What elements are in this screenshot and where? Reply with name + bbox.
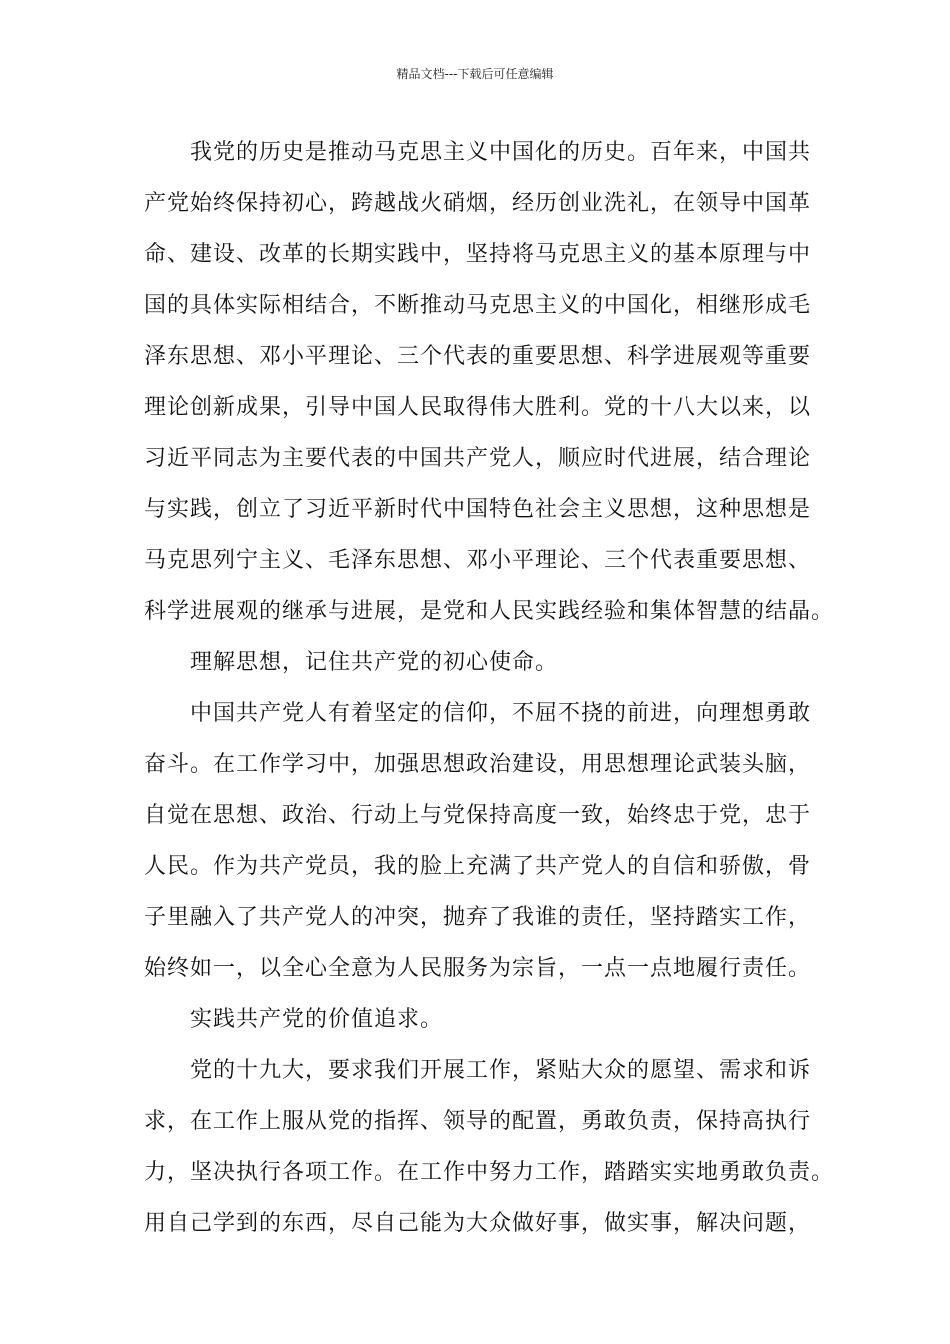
section-heading: 实践共产党的价值追求。 [190,1007,444,1032]
paragraph-line: 国的具体实际相结合，不断推动马克思主义的中国化，相继形成毛 [144,293,812,318]
paragraph-line: 与实践，创立了习近平新时代中国特色社会主义思想，这种思想是 [144,497,812,522]
page-header: 精品文档---下载后可任意编辑 [396,67,554,81]
paragraph-line: 求，在工作上服从党的指挥、领导的配置，勇敢负责，保持高执行 [144,1109,812,1134]
paragraph-line: 力，坚决执行各项工作。在工作中努力工作，踏踏实实地勇敢负责。 [144,1160,835,1185]
paragraph-line: 用自己学到的东西，尽自己能为大众做好事，做实事，解决问题， [144,1211,812,1236]
paragraph-line: 子里融入了共产党人的冲突，抛弃了我谁的责任，坚持踏实工作， [144,905,812,930]
paragraph-line: 自觉在思想、政治、行动上与党保持高度一致，始终忠于党，忠于 [144,803,812,828]
paragraph-line: 泽东思想、邓小平理论、三个代表的重要思想、科学进展观等重要 [144,344,812,369]
section-heading: 理解思想，记住共产党的初心使命。 [190,650,559,675]
document-body [144,127,835,1249]
paragraph-line: 党的十九大，要求我们开展工作，紧贴大众的愿望、需求和诉 [190,1058,812,1083]
paragraph-line: 理论创新成果，引导中国人民取得伟大胜利。党的十八大以来，以 [144,395,812,420]
paragraph-line: 习近平同志为主要代表的中国共产党人，顺应时代进展，结合理论 [144,446,812,471]
paragraph-line: 命、建设、改革的长期实践中，坚持将马克思主义的基本原理与中 [144,242,812,267]
paragraph-line: 科学进展观的继承与进展，是党和人民实践经验和集体智慧的结晶。 [144,599,835,624]
paragraph-line: 我党的历史是推动马克思主义中国化的历史。百年来，中国共 [190,140,812,165]
paragraph-line: 始终如一，以全心全意为人民服务为宗旨，一点一点地履行责任。 [144,956,812,981]
paragraph-line: 马克思列宁主义、毛泽东思想、邓小平理论、三个代表重要思想、 [144,548,812,573]
paragraph-line: 奋斗。在工作学习中，加强思想政治建设，用思想理论武装头脑， [144,752,812,777]
paragraph-line: 中国共产党人有着坚定的信仰，不屈不挠的前进，向理想勇敢 [190,701,812,726]
paragraph-line: 产党始终保持初心，跨越战火硝烟，经历创业洗礼，在领导中国革 [144,191,812,216]
paragraph-line: 人民。作为共产党员，我的脸上充满了共产党人的自信和骄傲，骨 [144,854,812,879]
